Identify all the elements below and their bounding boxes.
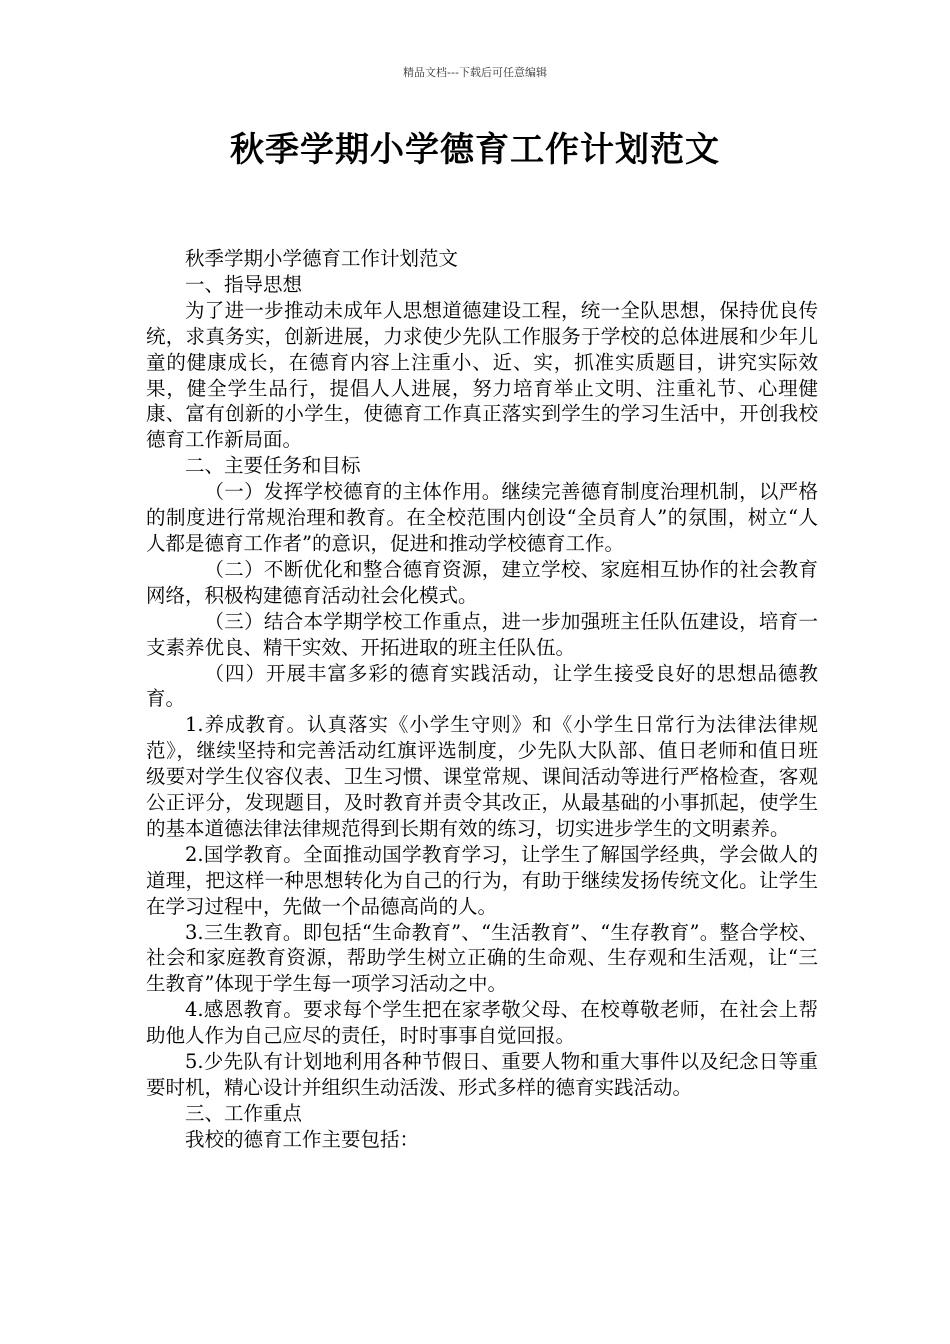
heading-work-focus: 三、工作重点 [185,1101,303,1125]
header-note: 精品文档---下载后可任意编辑 [403,66,547,79]
paragraph-item-2: 2.国学教育。全面推动国学教育学习，让学生了解国学经典，学会做人的道理，把这样一种思想转化为自己的行为，有助于继续发扬传统文化。让学生在学习过程中，先做一个品德高尚的人。 [146,842,818,918]
paragraph-task-2: （二）不断优化和整合德育资源，建立学校、家庭相互协作的社会教育网络，积极构建德育活动社会化模式。 [146,557,818,607]
paragraph-item-4: 4.感恩教育。要求每个学生把在家孝敬父母、在校尊敬老师，在社会上帮助他人作为自己应尽的责任，时时事事自觉回报。 [146,998,818,1048]
paragraph-guiding-ideology: 为了进一步推动未成年人思想道德建设工程，统一全队思想，保持优良传统，求真务实，创新进展，力求使少先队工作服务于学校的总体进展和少年儿童的健康成长，在德育内容上注重小、近、实，抓准实质题目，讲究实际效果，健全学生品行，提倡人人进展，努力培育举止文明、注重礼节、心理健康、富有创新的小学生，使德育工作真正落实到学生的学习生活中，开创我校德育工作新局面。 [146,298,818,452]
paragraph-work-focus-intro: 我校的德育工作主要包括： [185,1127,420,1151]
paragraph-item-1: 1.养成教育。认真落实《小学生守则》和《小学生日常行为法律法律规范》，继续坚持和完善活动红旗评选制度，少先队大队部、值日老师和值日班级要对学生仪容仪表、卫生习惯、课堂常规、课间活动等进行严格检查，客观公正评分，发现题目，及时教育并责令其改正，从最基础的小事抓起，使学生的基本道德法律法律规范得到长期有效的练习，切实进步学生的文明素养。 [146,713,818,840]
paragraph-task-3: （三）结合本学期学校工作重点，进一步加强班主任队伍建设，培育一支素养优良、精干实效、开拓进取的班主任队伍。 [146,609,818,659]
paragraph-item-5: 5.少先队有计划地利用各种节假日、重要人物和重大事件以及纪念日等重要时机，精心设计并组织生动活泼、形式多样的德育实践活动。 [146,1050,818,1099]
heading-guiding-ideology: 一、指导思想 [185,272,303,296]
paragraph-task-4: （四）开展丰富多彩的德育实践活动，让学生接受良好的思想品德教育。 [146,661,818,711]
paragraph-doc-subtitle: 秋季学期小学德育工作计划范文 [185,247,459,270]
paragraph-item-3: 3.三生教育。即包括“生命教育”、“生活教育”、“生存教育”。整合学校、社会和家庭教育资源，帮助学生树立正确的生命观、生存观和生活观，让“三生教育”体现于学生每一项学习活动之中。 [146,920,818,996]
document-body [146,246,818,1153]
heading-main-tasks: 二、主要任务和目标 [185,454,361,478]
paragraph-task-1: （一）发挥学校德育的主体作用。继续完善德育制度治理机制，以严格的制度进行常规治理和教育。在全校范围内创设“全员育人”的氛围，树立“人人都是德育工作者”的意识，促进和推动学校德育工作。 [146,480,818,555]
document-title: 秋季学期小学德育工作计划范文 [230,130,720,170]
